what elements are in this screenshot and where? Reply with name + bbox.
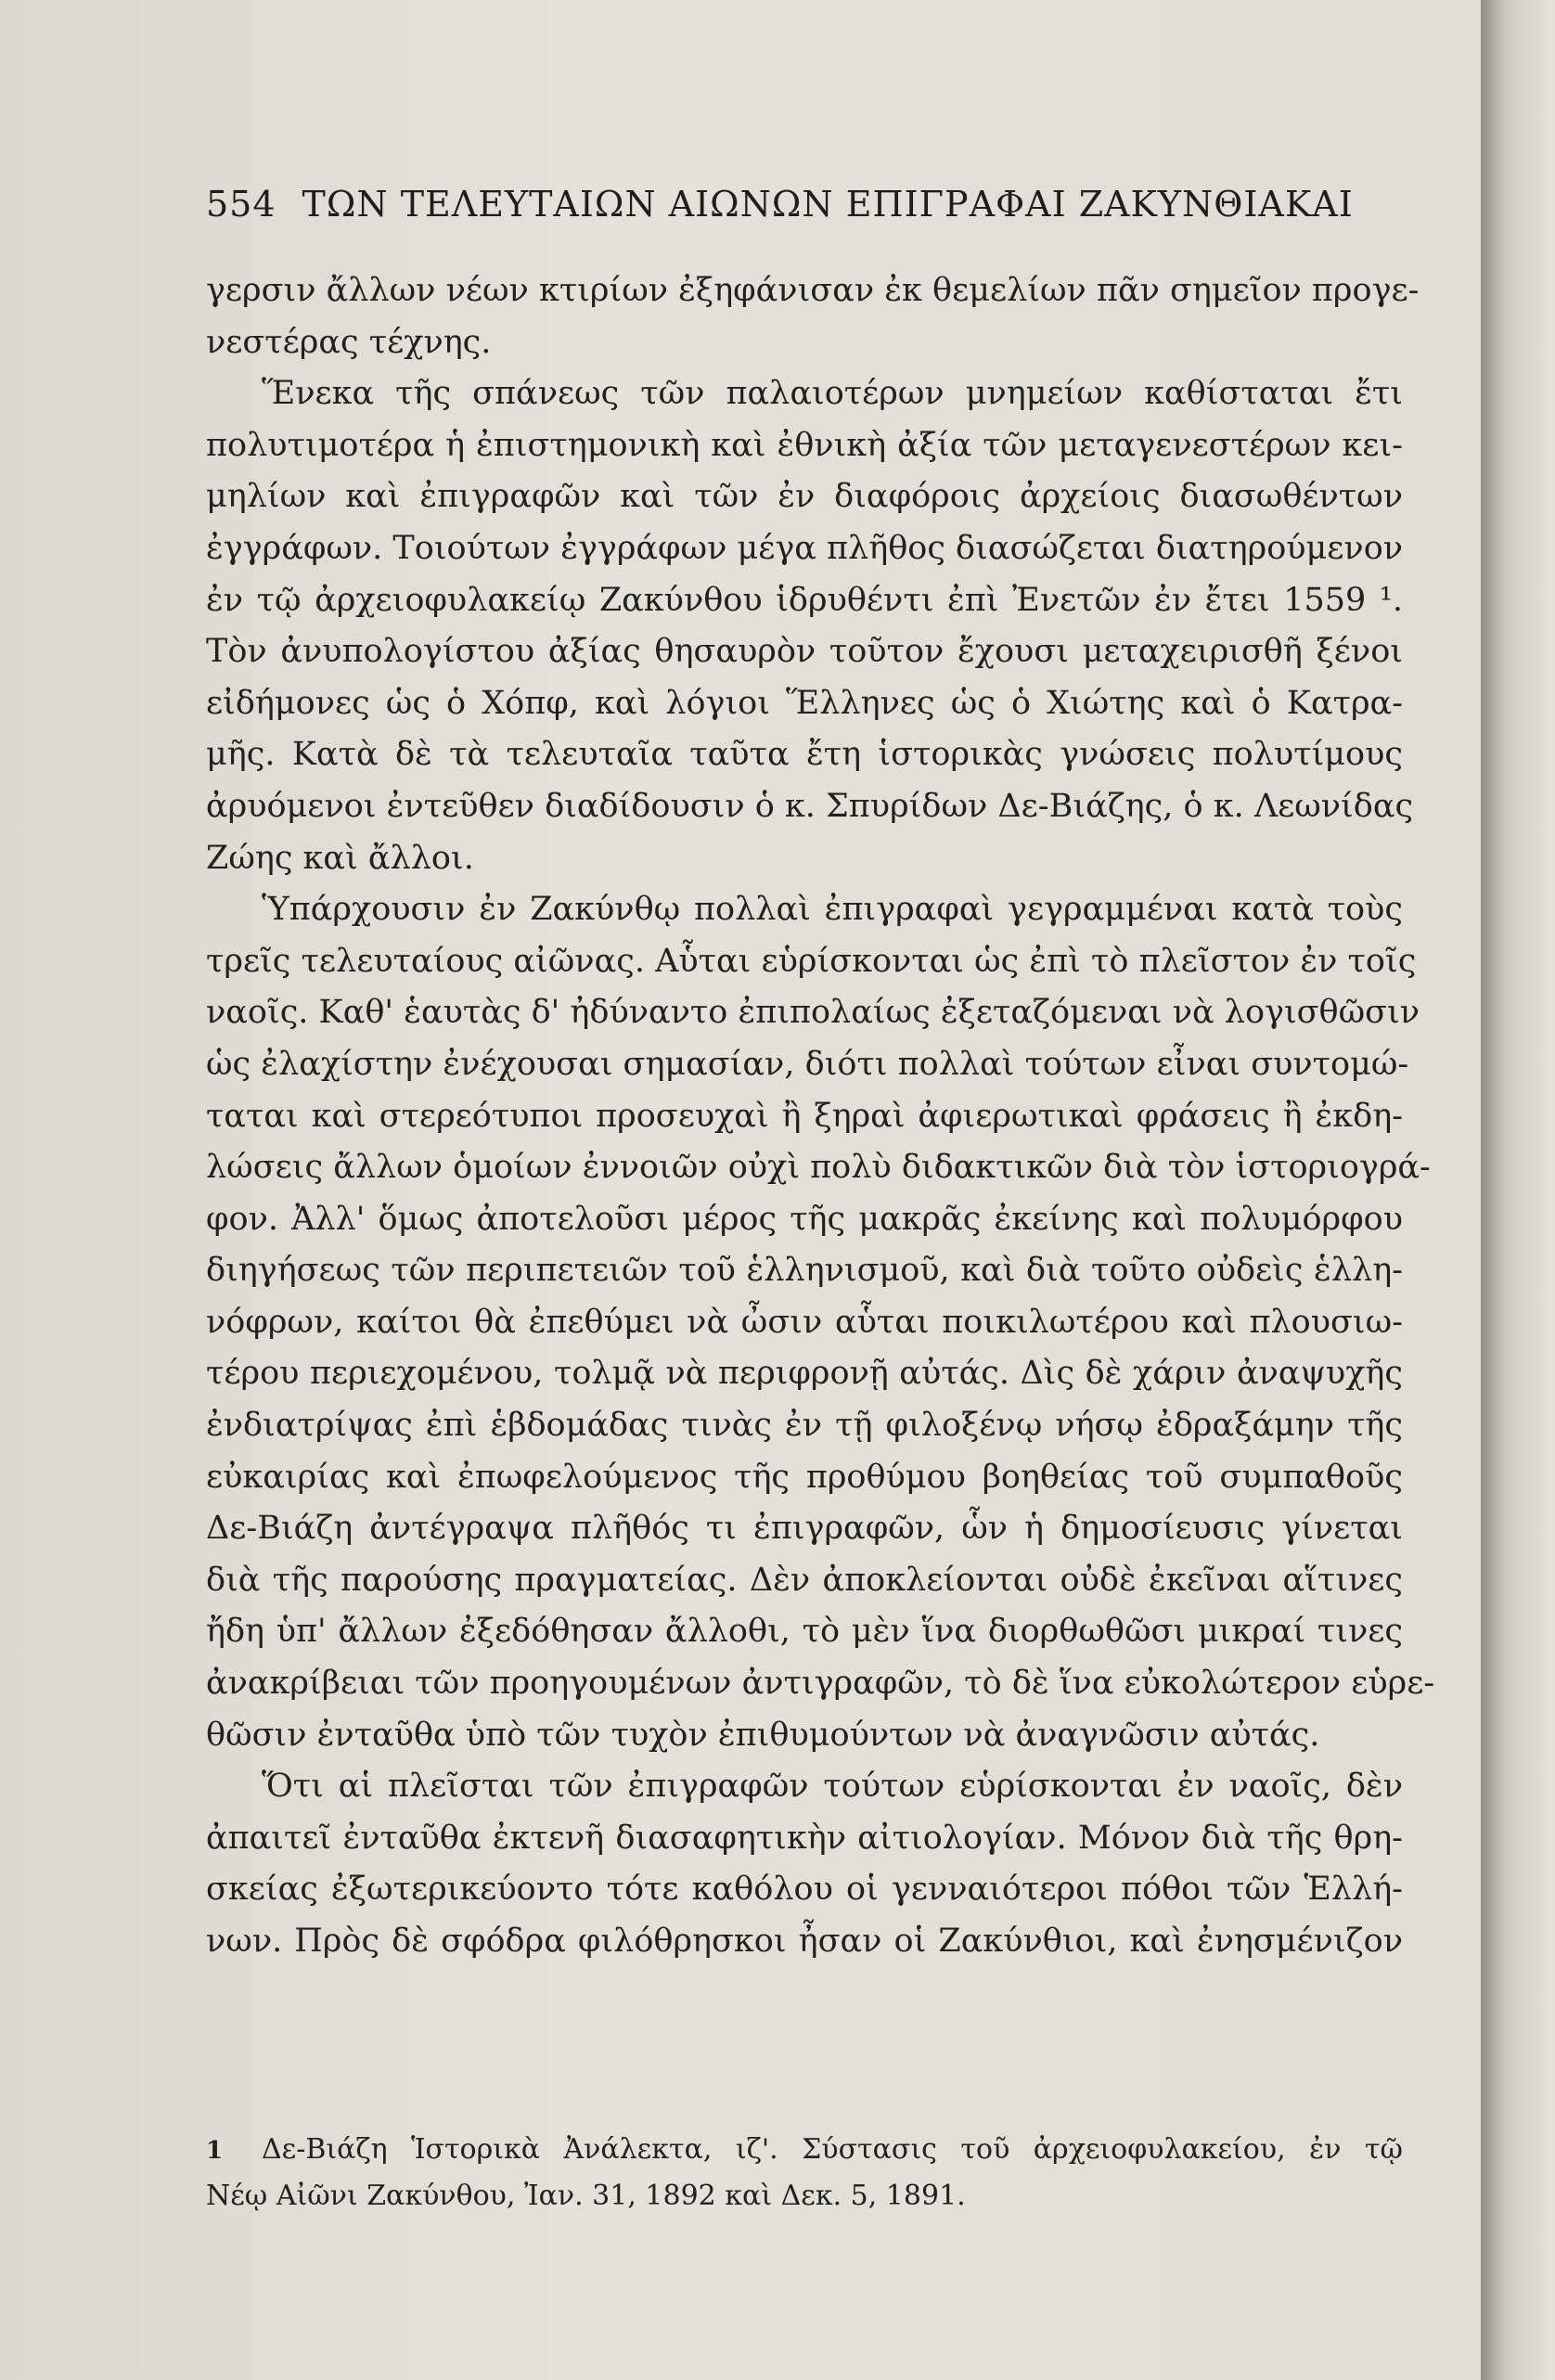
text-line: λώσεις ἄλλων ὁμοίων ἐννοιῶν οὐχὶ πολὺ διδακτικῶν διὰ τὸν ἱστοριογρά- [206,1149,1431,1187]
text-line: ἐγγράφων. Τοιούτων ἐγγράφων μέγα πλῆθος διασώζεται διατηρούμενον [206,529,1404,567]
footnote-line: Νέῳ Αἰῶνι Ζακύνθου, Ἰαν. 31, 1892 καὶ Δεκ. 5, 1891. [206,2180,966,2212]
text-line: Δε-Βιάζη ἀντέγραψα πλῆθός τι ἐπιγραφῶν, ὧν ἡ δημοσίευσις γίνεται [206,1510,1403,1548]
footnote-text: Δε-Βιάζη Ἱστορικὰ Ἀνάλεκτα, ιζ'. Σύστασις τοῦ ἀρχειοφυλακείου, ἐν τῷ [262,2133,1403,2166]
text-line: Ζώης καὶ ἄλλοι. [206,839,474,877]
running-header [206,184,1412,225]
text-line: εἰδήμονες ὡς ὁ Χόπφ, καὶ λόγιοι Ἕλληνες ὡς ὁ Χιώτης καὶ ὁ Κατρα- [206,684,1403,722]
page-edge-shadow [1481,0,1555,2380]
text-line: φον. Ἀλλ' ὅμως ἀποτελοῦσι μέρος τῆς μακρᾶς ἐκείνης καὶ πολυμόρφου [206,1200,1403,1238]
footnote-marker: 1 [206,2137,224,2165]
text-line: ἀπαιτεῖ ἐνταῦθα ἐκτενῆ διασαφητικὴν αἰτιολογίαν. Μόνον διὰ τῆς θρη- [206,1819,1403,1857]
text-line: εὐκαιρίας καὶ ἐπωφελούμενος τῆς προθύμου βοηθείας τοῦ συμπαθοῦς [206,1458,1403,1496]
text-line: διηγήσεως τῶν περιπετειῶν τοῦ ἑλληνισμοῦ, καὶ διὰ τοῦτο οὐδεὶς ἑλλη- [206,1252,1403,1290]
page-number: 554 [206,184,276,225]
text-line: νεστέρας τέχνης. [206,323,492,361]
text-line: ἀρυόμενοι ἐντεῦθεν διαδίδουσιν ὁ κ. Σπυρίδων Δε-Βιάζης, ὁ κ. Λεωνίδας [206,787,1414,825]
text-line: θῶσιν ἐνταῦθα ὑπὸ τῶν τυχὸν ἐπιθυμούντων νὰ ἀναγνῶσιν αὐτάς. [206,1716,1320,1754]
text-line: νόφρων, καίτοι θὰ ἐπεθύμει νὰ ὦσιν αὗται ποικιλωτέρου καὶ πλουσιω- [206,1303,1403,1341]
text-line: ἀνακρίβειαι τῶν προηγουμένων ἀντιγραφῶν, τὸ δὲ ἵνα εὐκολώτερον εὑρε- [206,1665,1435,1703]
text-line: Τὸν ἀνυπολογίστου ἀξίας θησαυρὸν τοῦτον ἔχουσι μεταχειρισθῆ ξένοι [206,633,1403,671]
body-text [206,265,1435,1968]
text-line: τέρου περιεχομένου, τολμᾷ νὰ περιφρονῇ αὐτάς. Δὶς δὲ χάριν ἀναψυχῆς [206,1355,1403,1393]
text-line: Ὅτι αἱ πλεῖσται τῶν ἐπιγραφῶν τούτων εὑρίσκονται ἐν ναοῖς, δὲν [262,1768,1403,1806]
footnote [206,2127,1403,2219]
text-line: ὡς ἐλαχίστην ἐνέχουσαι σημασίαν, διότι πολλαὶ τούτων εἶναι συντομώ- [206,1045,1409,1083]
text-line: σκείας ἐξωτερικεύοντο τότε καθόλου οἱ γενναιότεροι πόθοι τῶν Ἑλλή- [206,1871,1403,1909]
text-line: ἐνδιατρίψας ἐπὶ ἑβδομάδας τινὰς ἐν τῇ φιλοξένῳ νήσῳ ἐδραξάμην τῆς [206,1407,1403,1445]
text-line: Ὑπάρχουσιν ἐν Ζακύνθῳ πολλαὶ ἐπιγραφαὶ γεγραμμέναι κατὰ τοὺς [262,891,1403,929]
running-title: ΤΩΝ ΤΕΛΕΥΤΑΙΩΝ ΑΙΩΝΩΝ ΕΠΙΓΡΑΦΑΙ ΖΑΚΥΝΘΙΑΚΑΙ [302,184,1354,225]
text-line: γερσιν ἄλλων νέων κτιρίων ἐξηφάνισαν ἐκ θεμελίων πᾶν σημεῖον προγε- [206,272,1420,309]
text-line: τρεῖς τελευταίους αἰῶνας. Αὗται εὑρίσκονται ὡς ἐπὶ τὸ πλεῖστον ἐν τοῖς [206,942,1417,980]
text-line: μηλίων καὶ ἐπιγραφῶν καὶ τῶν ἐν διαφόροις ἀρχείοις διασωθέντων [206,478,1403,516]
footnote-line [206,2127,1403,2173]
text-line: πολυτιμοτέρα ἡ ἐπιστημονικὴ καὶ ἐθνικὴ ἀξία τῶν μεταγενεστέρων κει- [206,426,1403,464]
text-line: ἤδη ὑπ' ἄλλων ἐξεδόθησαν ἄλλοθι, τὸ μὲν ἵνα διορθωθῶσι μικραί τινες [206,1613,1403,1651]
text-line: νων. Πρὸς δὲ σφόδρα φιλόθρησκοι ἦσαν οἱ Ζακύνθιοι, καὶ ἐνησμένιζον [206,1923,1403,1960]
text-line: διὰ τῆς παρούσης πραγματείας. Δὲν ἀποκλείονται οὐδὲ ἐκεῖναι αἵτινες [206,1561,1403,1599]
text-line: Ἕνεκα τῆς σπάνεως τῶν παλαιοτέρων μνημείων καθίσταται ἔτι [262,375,1403,413]
text-line: ναοῖς. Καθ' ἑαυτὰς δ' ἠδύναντο ἐπιπολαίως ἐξεταζόμεναι νὰ λογισθῶσιν [206,994,1420,1032]
text-line: ἐν τῷ ἀρχειοφυλακείῳ Ζακύνθου ἱδρυθέντι ἐπὶ Ἐνετῶν ἐν ἔτει 1559 ¹. [206,581,1403,619]
text-line: μῆς. Κατὰ δὲ τὰ τελευταῖα ταῦτα ἔτη ἱστορικὰς γνώσεις πολυτίμους [206,736,1403,774]
text-line: ταται καὶ στερεότυποι προσευχαὶ ἢ ξηραὶ ἀφιερωτικαὶ φράσεις ἢ ἐκδη- [206,1097,1403,1135]
